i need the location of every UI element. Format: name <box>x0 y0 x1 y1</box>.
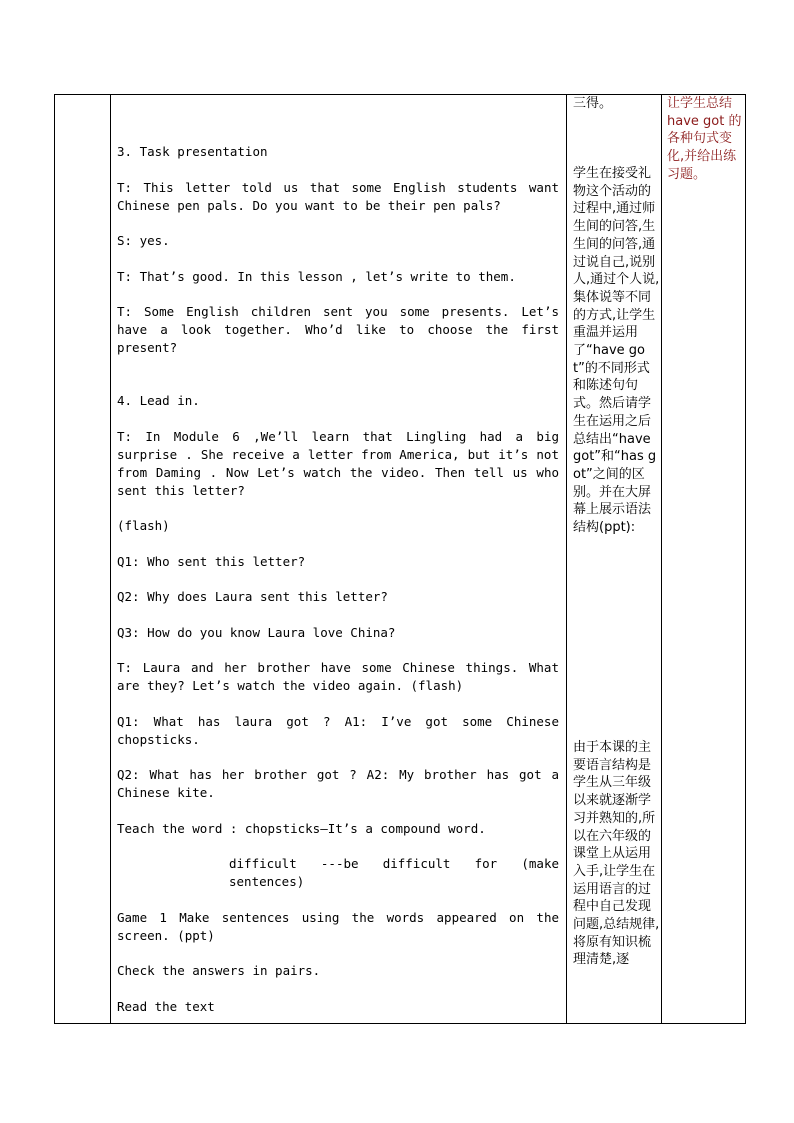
procedure-line: Q1: Who sent this letter? <box>117 553 306 569</box>
procedure-line: T: This letter told us that some English students want Chinese pen pals. Do you want to be their pen pals? <box>117 179 559 213</box>
procedure-line: S: yes. <box>117 233 170 248</box>
procedure-line: Teach the word : chopsticks—It’s a compound word. <box>117 820 486 836</box>
procedure-line: T: In Module 6 ,We’ll learn that Lingling had a big surprise . She receive a letter from America, but it’s not from Daming . Now Let’s watch the video. Then tell us who sent this letter? <box>117 428 559 498</box>
lesson-plan-table <box>54 94 746 1024</box>
procedure-line: T: Some English children sent you some presents. Let’s have a look together. Who’d like to choose the first present? <box>117 304 559 355</box>
column-divider <box>661 95 662 1023</box>
procedure-line: Q1: What has laura got ? A1: I’ve got some Chinese chopsticks. <box>117 713 559 747</box>
teaching-aim-note: 让学生总结 have got 的各种句式变化,并给出练习题。 <box>667 96 742 182</box>
procedure-line: difficult ---be difficult for (make sentences) <box>229 856 559 889</box>
procedure-heading: 4. Lead in. <box>117 393 200 408</box>
design-note-bottom: 由于本课的主要语言结构是学生从三年级以来就逐渐学习并熟知的,所以在六年级的课堂上从运用入手,让学生在运用语言的过程中自己发现问题,总结规律,将原有知识梳理清楚,逐 <box>573 740 660 968</box>
procedure-line: Q3: How do you know Laura love China? <box>117 624 396 640</box>
procedure-line: Q2: Why does Laura sent this letter? <box>117 589 388 604</box>
procedure-line: Read the text <box>117 998 215 1014</box>
procedure-line: Q2: What has her brother got ? A2: My brother has got a Chinese kite. <box>117 767 559 800</box>
procedure-line: T: Laura and her brother have some Chinese things. What are they? Let’s watch the video again. (flash) <box>117 660 559 693</box>
procedure-heading: 3. Task presentation <box>117 144 268 159</box>
procedure-line: Game 1 Make sentences using the words appeared on the screen. (ppt) <box>117 909 559 943</box>
design-note-middle: 学生在接受礼物这个活动的过程中,通过师生间的问答,生生间的问答,通过说自己,说别人,通过个人说,集体说等不同的方式,让学生重温并运用了“have got”的不同形式和陈述句句式。然后请学生在运用之后总结出“have got”和“has got”之间的区别。并在大屏幕上展示语法结构(ppt): <box>573 166 660 536</box>
design-note-top: 三得。 <box>573 96 613 111</box>
column-divider <box>566 95 567 1023</box>
procedure-line: (flash) <box>117 518 170 533</box>
procedure-line: Check the answers in pairs. <box>117 963 321 978</box>
teaching-procedure-cell <box>117 143 559 1033</box>
procedure-line: T: That’s good. In this lesson , let’s write to them. <box>117 268 516 284</box>
column-divider <box>110 95 111 1023</box>
